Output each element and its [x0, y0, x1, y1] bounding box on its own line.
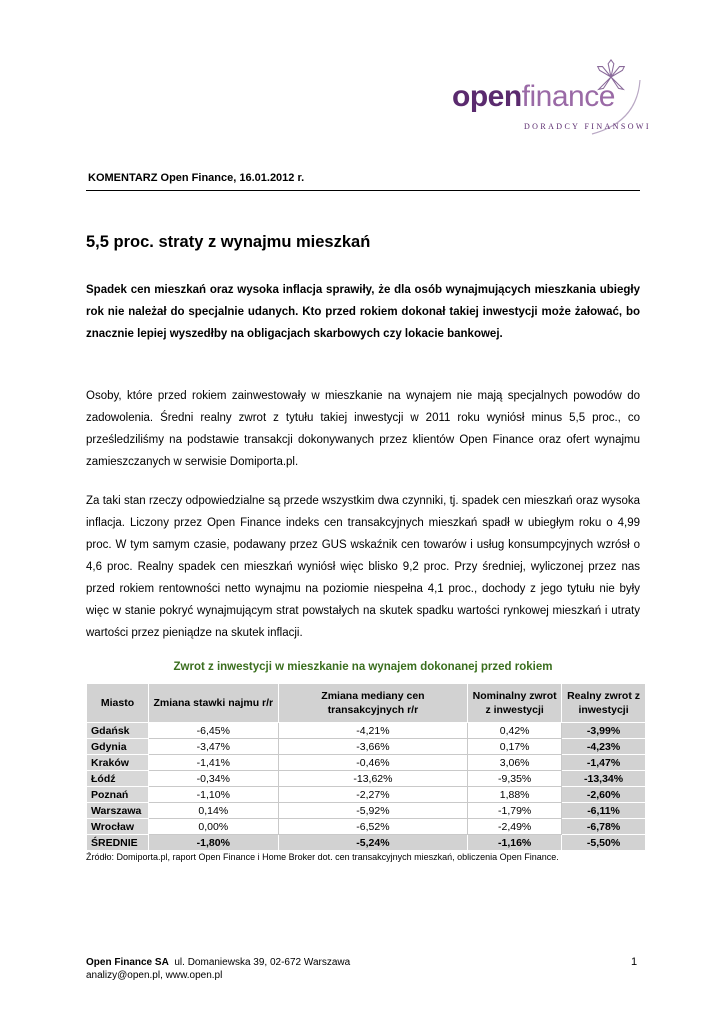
logo-subtitle: DORADCY FINANSOWI [524, 122, 651, 131]
cell-nominal-return: 1,88% [468, 787, 562, 803]
table-row [87, 755, 646, 771]
cell-average-rent-change: -1,80% [148, 835, 278, 851]
table-row [87, 771, 646, 787]
cell-city: Łódź [87, 771, 149, 787]
cell-average-nominal-return: -1,16% [468, 835, 562, 851]
cell-city: Kraków [87, 755, 149, 771]
article-title: 5,5 proc. straty z wynajmu mieszkań [86, 233, 371, 251]
header-rent-change: Zmiana stawki najmu r/r [148, 684, 278, 723]
header-city: Miasto [87, 684, 149, 723]
cell-nominal-return: 0,42% [468, 723, 562, 739]
article-paragraph-1: Osoby, które przed rokiem zainwestowały w mieszkanie na wynajem nie mają specjalnych powodów do zadowolenia. Średni realny zwrot z tytułu takiej inwestycji w 2011 roku wyniósł minus 5,5 proc., co prześledziliśmy na podstawie transakcji dokonywanych przez klientów Open Finance oraz ofert wynajmu zamieszczanych w serwisie Domiporta.pl. [86, 390, 640, 468]
cell-nominal-return: -9,35% [468, 771, 562, 787]
page-footer [86, 956, 350, 982]
table-title: Zwrot z inwestycji w mieszkanie na wynajem dokonanej przed rokiem [173, 661, 553, 673]
table-average-row [87, 835, 646, 851]
cell-average-median-change: -5,24% [278, 835, 468, 851]
cell-median-change: -3,66% [278, 739, 468, 755]
cell-rent-change: 0,00% [148, 819, 278, 835]
cell-city: Poznań [87, 787, 149, 803]
table-row [87, 787, 646, 803]
cell-rent-change: -0,34% [148, 771, 278, 787]
table-row [87, 739, 646, 755]
cell-average-label: ŚREDNIE [87, 835, 149, 851]
cell-rent-change: -1,41% [148, 755, 278, 771]
footer-address: ul. Domaniewska 39, 02-672 Warszawa [174, 957, 351, 968]
article-paragraph-2: Za taki stan rzeczy odpowiedzialne są przede wszystkim dwa czynniki, tj. spadek cen mieszkań oraz wysoka inflacja. Liczony przez Open Finance indeks cen transakcyjnych mieszkań spadł w ubiegłym roku o 4,99 proc. W tym samym czasie, podawany przez GUS wskaźnik cen towarów i usług konsumpcyjnych wzrósł o 4,6 proc. Realny spadek cen mieszkań wyniósł więc blisko 9,2 proc. Przy średniej, wyliczonej przez nas przed rokiem rentowności netto wynajmu na poziomie niespełna 4,1 proc., dochody z jego tytułu nie były więc w stanie pokryć wynajmującym strat powstałych na skutek spadku wartości rynkowej mieszkań i utraty wartości przez pieniądze na skutek inflacji. [86, 495, 640, 639]
cell-rent-change: -6,45% [148, 723, 278, 739]
cell-city: Gdynia [87, 739, 149, 755]
comment-header: KOMENTARZ Open Finance, 16.01.2012 r. [88, 172, 305, 184]
header-real-return: Realny zwrot z inwestycji [562, 684, 646, 723]
cell-city: Gdańsk [87, 723, 149, 739]
cell-real-return: -2,60% [562, 787, 646, 803]
table-row [87, 803, 646, 819]
cell-nominal-return: -1,79% [468, 803, 562, 819]
cell-median-change: -13,62% [278, 771, 468, 787]
cell-median-change: -4,21% [278, 723, 468, 739]
table-source-note: Źródło: Domiporta.pl, raport Open Finance i Home Broker dot. cen transakcyjnych mieszkań, obliczenia Open Finance. [86, 852, 559, 862]
header-nominal-return: Nominalny zwrot z inwestycji [468, 684, 562, 723]
article-lead: Spadek cen mieszkań oraz wysoka inflacja sprawiły, że dla osób wynajmujących mieszkania ubiegły rok nie należał do specjalnie udanych. Kto przed rokiem dokonał takiej inwestycji może żałować, bo znacznie lepiej wyszedłby na obligacjach skarbowych czy lokacie bankowej. [86, 284, 640, 340]
cell-average-real-return: -5,50% [562, 835, 646, 851]
cell-real-return: -4,23% [562, 739, 646, 755]
cell-nominal-return: 3,06% [468, 755, 562, 771]
cell-nominal-return: 0,17% [468, 739, 562, 755]
open-finance-logo [452, 58, 651, 133]
cell-real-return: -6,11% [562, 803, 646, 819]
cell-real-return: -6,78% [562, 819, 646, 835]
cell-city: Warszawa [87, 803, 149, 819]
table-row [87, 723, 646, 739]
cell-median-change: -2,27% [278, 787, 468, 803]
cell-median-change: -0,46% [278, 755, 468, 771]
cell-real-return: -1,47% [562, 755, 646, 771]
header-median-change: Zmiana mediany cen transakcyjnych r/r [278, 684, 468, 723]
page-number: 1 [631, 956, 638, 968]
cell-nominal-return: -2,49% [468, 819, 562, 835]
cell-rent-change: 0,14% [148, 803, 278, 819]
footer-company: Open Finance SA [86, 957, 169, 968]
cell-city: Wrocław [87, 819, 149, 835]
returns-table [86, 683, 646, 851]
footer-contact: analizy@open.pl, www.open.pl [86, 970, 223, 981]
logo-wordmark [452, 80, 615, 114]
header-divider [86, 190, 640, 191]
logo-word-open: open [452, 80, 522, 113]
logo-word-finance: finance [521, 80, 615, 113]
table-header-row [87, 684, 646, 723]
cell-median-change: -5,92% [278, 803, 468, 819]
table-row [87, 819, 646, 835]
cell-real-return: -3,99% [562, 723, 646, 739]
cell-rent-change: -1,10% [148, 787, 278, 803]
cell-real-return: -13,34% [562, 771, 646, 787]
cell-rent-change: -3,47% [148, 739, 278, 755]
cell-median-change: -6,52% [278, 819, 468, 835]
